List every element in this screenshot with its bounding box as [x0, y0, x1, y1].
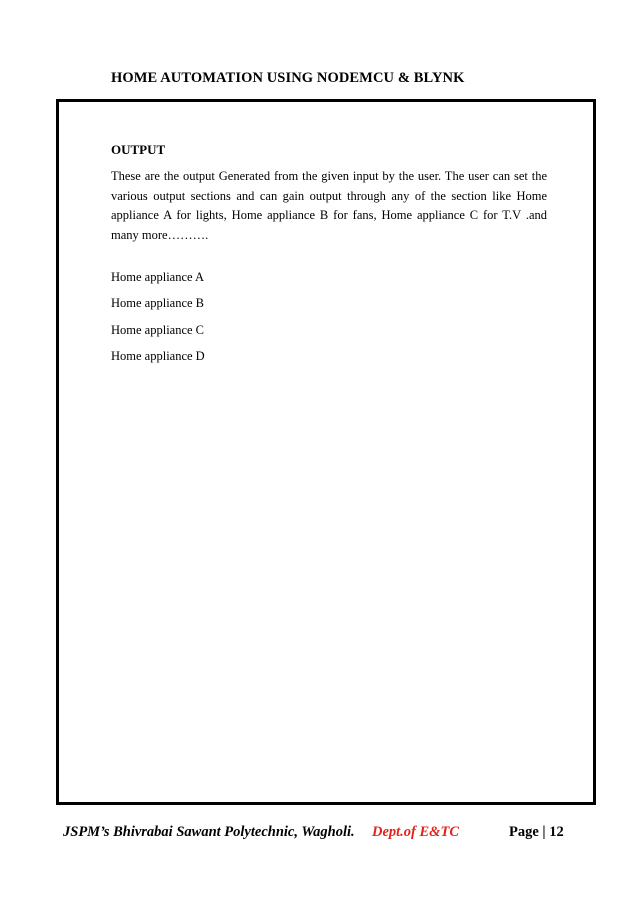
body-paragraph: These are the output Generated from the given input by the user. The user can set the various output sections and can gain output through any of the section like Home appliance A for lights, Home appliance B for fans, Home appliance C for T.V .and many more……….	[111, 169, 547, 242]
appliance-item-a: Home appliance A	[111, 270, 205, 284]
appliance-item-c: Home appliance C	[111, 322, 205, 337]
footer-page-number: Page | 12	[509, 824, 564, 840]
appliance-list	[111, 270, 205, 375]
appliance-item-b: Home appliance B	[111, 296, 205, 311]
appliance-item-d: Home appliance D	[111, 348, 205, 363]
section-heading: OUTPUT	[111, 142, 166, 157]
document-title: HOME AUTOMATION USING NODEMCU & BLYNK	[111, 70, 465, 86]
footer-department: Dept.of E&TC	[372, 824, 459, 840]
footer-college-name: JSPM’s Bhivrabai Sawant Polytechnic, Wagholi.	[63, 824, 355, 840]
